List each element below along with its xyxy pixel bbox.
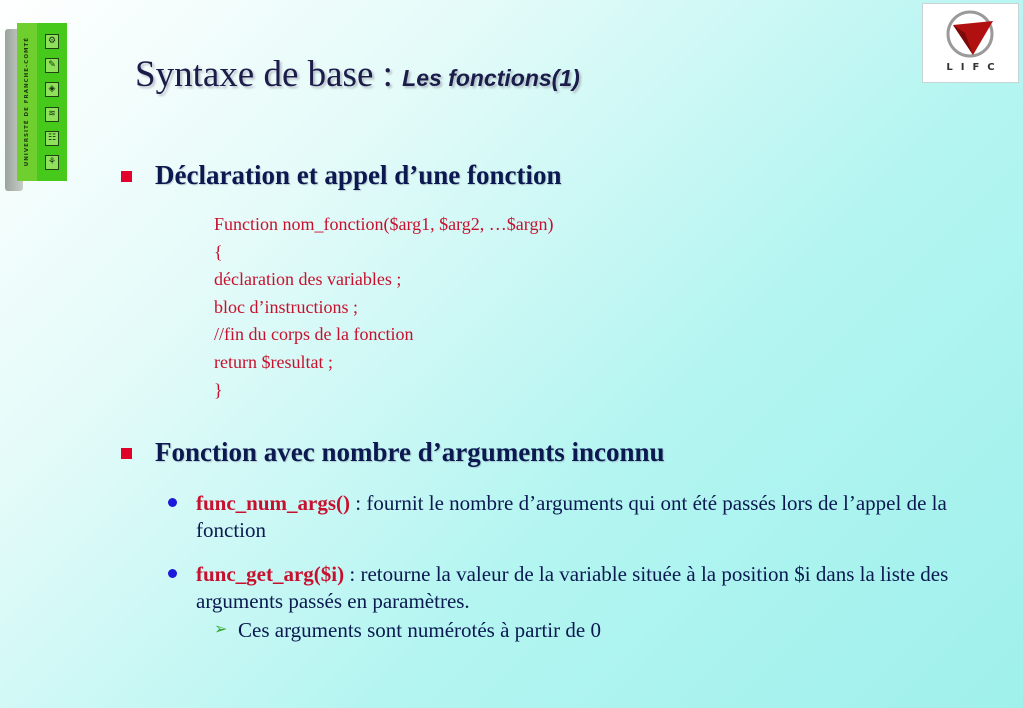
nested-item-text: Ces arguments sont numérotés à partir de 0 — [238, 618, 601, 642]
sidebar-glyph-icon: ☷ — [45, 131, 59, 146]
title-main: Syntaxe de base : — [135, 54, 403, 95]
sidebar-glyph-icon: ◈ — [45, 82, 59, 97]
code-line: //fin du corps de la fonction — [214, 324, 414, 345]
sidebar-glyph-icon: ⚘ — [45, 155, 59, 170]
item-description: retourne la valeur de la variable située à la position $i dans la liste des arguments passés en paramètres. — [196, 562, 949, 613]
sidebar-text-column — [17, 23, 37, 181]
code-block — [214, 211, 553, 404]
arrow-bullet-icon: ➢ — [214, 619, 228, 638]
square-bullet-icon — [121, 448, 132, 459]
section-heading-unknown-args — [155, 437, 665, 468]
item-description: fournit le nombre d’arguments qui ont été passés lors de l’appel de la fonction — [196, 491, 947, 542]
code-line: } — [214, 379, 223, 400]
code-line: déclaration des variables ; — [214, 269, 402, 290]
slide-title — [135, 53, 580, 96]
section-heading-declaration — [155, 160, 561, 191]
separator: : — [350, 491, 367, 515]
university-name: UNIVERSITÉ DE FRANCHE-COMTÉ — [24, 37, 30, 167]
function-name: func_num_args() — [196, 491, 351, 515]
title-subtitle: Les fonctions(1) — [402, 65, 580, 91]
code-line: bloc d’instructions ; — [214, 296, 358, 317]
separator: : — [344, 562, 361, 586]
list-item-func-num-args — [196, 490, 996, 544]
university-sidebar — [5, 23, 63, 191]
lifc-emblem-icon — [943, 9, 997, 59]
sidebar-glyph-icon: ≋ — [45, 107, 59, 122]
section-heading-text: Déclaration et appel d’une fonction — [155, 160, 562, 190]
function-name: func_get_arg($i) — [196, 562, 345, 586]
lifc-logo — [922, 3, 1019, 83]
code-line: return $resultat ; — [214, 351, 333, 372]
logo-text: LIFC — [946, 62, 1003, 73]
round-bullet-icon — [168, 498, 177, 507]
nested-list-item — [214, 618, 601, 643]
sidebar-glyph-icon: ✎ — [45, 58, 59, 73]
list-item-func-get-arg — [196, 561, 996, 615]
code-line: Function nom_fonction($arg1, $arg2, …$argn) — [214, 214, 554, 234]
round-bullet-icon — [168, 569, 177, 578]
sidebar-icon-column — [37, 23, 67, 181]
square-bullet-icon — [121, 171, 132, 182]
sidebar-glyph-icon: ⚙ — [45, 34, 59, 49]
section-heading-text: Fonction avec nombre d’arguments inconnu — [155, 437, 665, 467]
code-line: { — [214, 241, 223, 262]
